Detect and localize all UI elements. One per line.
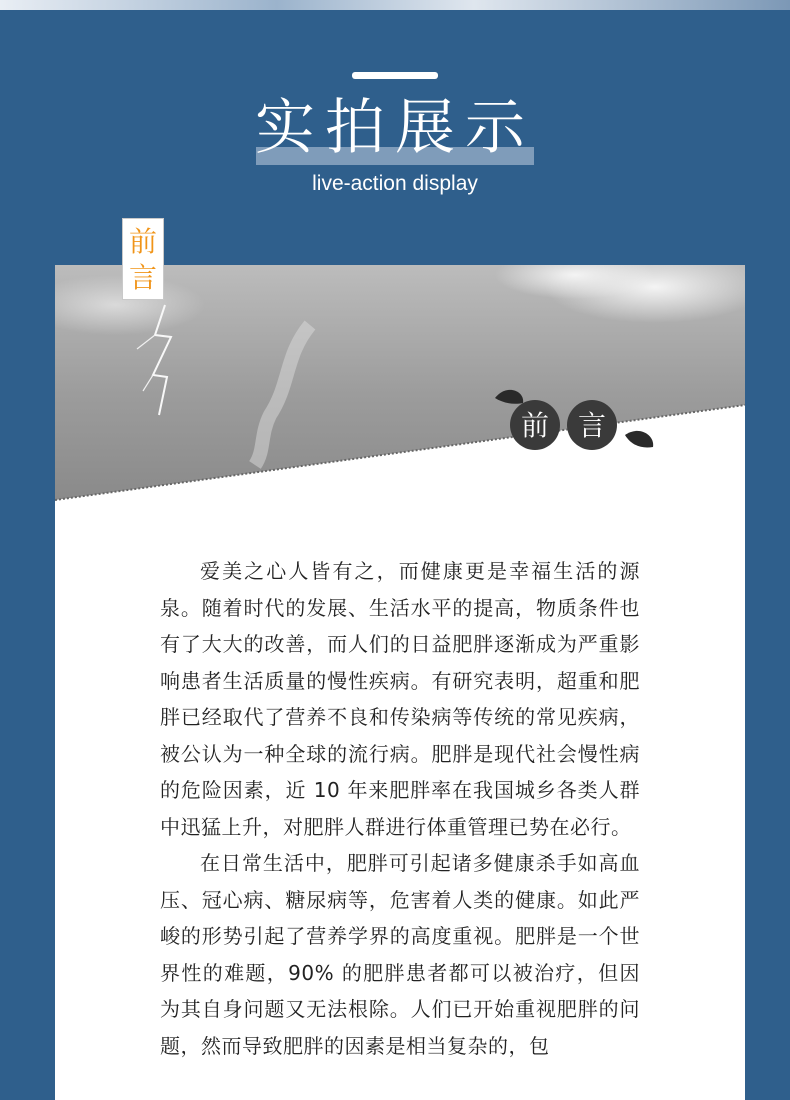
paragraph-2: 在日常生活中，肥胖可引起诸多健康杀手如高血压、冠心病、糖尿病等，危害着人类的健康。如此严峻的形势引起了营养学界的高度重视。肥胖是一个世界性的难题，90% 的肥胖患者都可以被治疗，但因为其自身问题又无法根除。人们已开始重视肥胖的问题，然而导致肥胖的因素是相当复杂的，包 bbox=[160, 851, 640, 1058]
side-tab-char-2: 言 bbox=[128, 261, 157, 294]
section-subtitle: live-action display bbox=[312, 172, 478, 195]
preface-side-tab bbox=[122, 218, 164, 300]
section-title: 实拍展示 bbox=[255, 93, 535, 163]
top-banner-strip bbox=[0, 0, 790, 10]
book-page bbox=[55, 265, 745, 1100]
side-tab-char-1: 前 bbox=[128, 225, 157, 258]
paragraph-1: 爱美之心人皆有之，而健康更是幸福生活的源泉。随着时代的发展、生活水平的提高，物质条件也有了大大的改善，而人们的日益肥胖逐渐成为严重影响患者生活质量的慢性疾病。有研究表明，超重和肥胖已经取代了营养不良和传染病等传统的常见疾病，被公认为一种全球的流行病。肥胖是现代社会慢性病的危险因素，近 10 年来肥胖率在我国城乡各类人群中迅猛上升，对肥胖人群进行体重管理已势在必行。 bbox=[160, 559, 640, 839]
header-decor-line bbox=[352, 72, 438, 79]
storm-banner-image bbox=[55, 265, 745, 505]
badge-char-1: 前 bbox=[520, 409, 550, 442]
preface-body bbox=[160, 553, 640, 1064]
badge-char-2: 言 bbox=[577, 409, 607, 442]
